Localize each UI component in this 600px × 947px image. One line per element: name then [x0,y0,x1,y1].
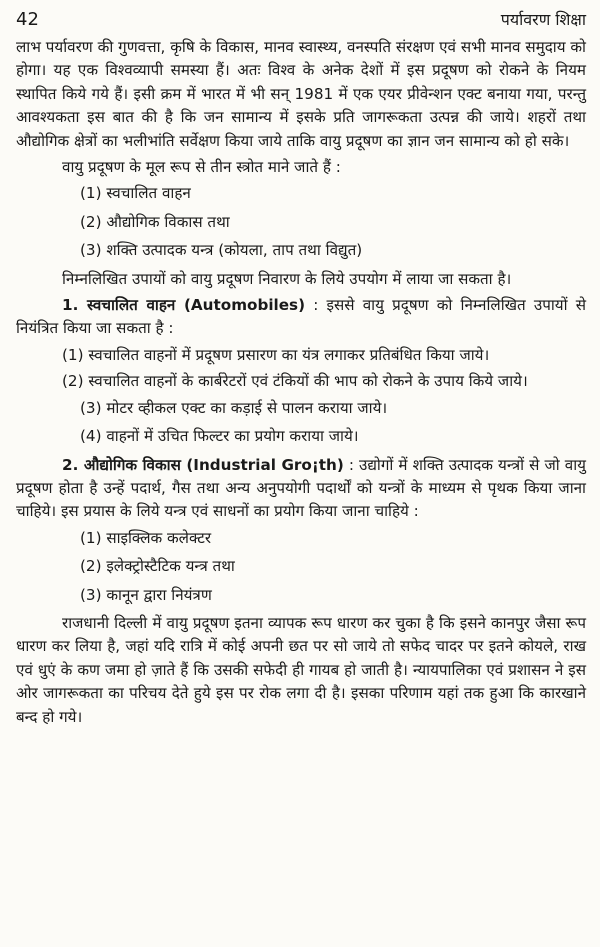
section-heading: 2. औद्योगिक विकास (Industrial Gro¡th) [62,455,344,474]
measure-item: (2) स्वचालित वाहनों के कार्बरेटरों एवं टंकियों की भाप को रोकने के उपाय किये जाये। [62,372,528,391]
device-item: (2) इलेक्ट्रोस्टैटिक यन्त्र तथा [80,557,235,576]
page-number: 42 [16,9,39,30]
page-header [16,8,586,36]
section-heading: 1. स्वचालित वाहन (Automobiles) [62,296,306,315]
section-text: : उद्योगों में शक्ति उत्पादक यन्त्रों से जो वायु प्रदूषण होता है उन्हें पदार्थ, गैस तथा अन्य अनुपयोगी पदार्थों को यन्त्रों के माध्यम से पृथक किया जाना चाहिये। इस प्रयास के लिये यन्त्र एवं साधनों का प्रयोग किया जाना चाहिये : [16,455,586,521]
section-automobiles [16,294,586,341]
paragraph-intro: लाभ पर्यावरण की गुणवत्ता, कृषि के विकास, मानव स्वास्थ्य, वनस्पति संरक्षण एवं सभी मानव समुदाय को होगा। यह एक विश्वव्यापी समस्या हैं। अतः विश्व के अनेक देशों में इस प्रदूषण को रोकने के नियम स्थापित किये गये हैं। इसी क्रम में भारत में भी सन् 1981 में एक एयर प्रीवेन्शन एक्ट बनाया गया, परन्तु आवश्यकता इस बात की है कि जन सामान्य में इसके प्रति जागरूकता उत्पन्न की जाये। शहरों तथा औद्योगिक क्षेत्रों का भलीभांति सर्वेक्षण किया जाये ताकि वायु प्रदूषण का ज्ञान जन सामान्य को हो सके। [16,38,586,150]
running-title: पर्यावरण शिक्षा [500,10,586,29]
source-item: (2) औद्योगिक विकास तथा [80,212,230,231]
measure-item: (3) मोटर व्हीकल एक्ट का कड़ाई से पालन कराया जाये। [80,398,388,417]
device-item: (3) कानून द्वारा नियंत्रण [80,585,212,604]
source-item: (3) शक्ति उत्पादक यन्त्र (कोयला, ताप तथा विद्युत) [80,241,363,260]
paragraph-measures-lead: निम्नलिखित उपायों को वायु प्रदूषण निवारण के लिये उपयोग में लाया जा सकता है। [62,269,512,288]
device-item: (1) साइक्लिक कलेक्टर [80,528,212,547]
source-item: (1) स्वचालित वाहन [80,184,191,203]
measure-item: (1) स्वचालित वाहनों में प्रदूषण प्रसारण का यंत्र लगाकर प्रतिबंधित किया जाये। [62,345,490,364]
page-body [16,36,586,729]
section-text: : इससे वायु प्रदूषण को निम्नलिखित उपायों से नियंत्रित किया जा सकता है : [16,296,586,338]
section-industrial [16,454,586,524]
paragraph-sources-lead: वायु प्रदूषण के मूल रूप से तीन स्त्रोत माने जाते हैं : [62,158,341,177]
measure-item: (4) वाहनों में उचित फिल्टर का प्रयोग कराया जाये। [80,427,359,446]
paragraph-delhi: राजधानी दिल्ली में वायु प्रदूषण इतना व्यापक रूप धारण कर चुका है कि इसने कानपुर जैसा रूप धारण कर लिया है, जहां यदि रात्रि में कोई अपनी छत पर सो जाये तो सफेद चादर पर इतने कोयले, राख एवं धुएं के कण जमा हो ज़ाते हैं कि उसकी सफेदी ही गायब हो जाती है। न्यायपालिका एवं प्रशासन ने इस ओर जागरूकता का परिचय देते हुये इस पर रोक लगा दी है। इसका परिणाम यहां तक हुआ कि कारखाने बन्द हो गये। [16,613,586,726]
